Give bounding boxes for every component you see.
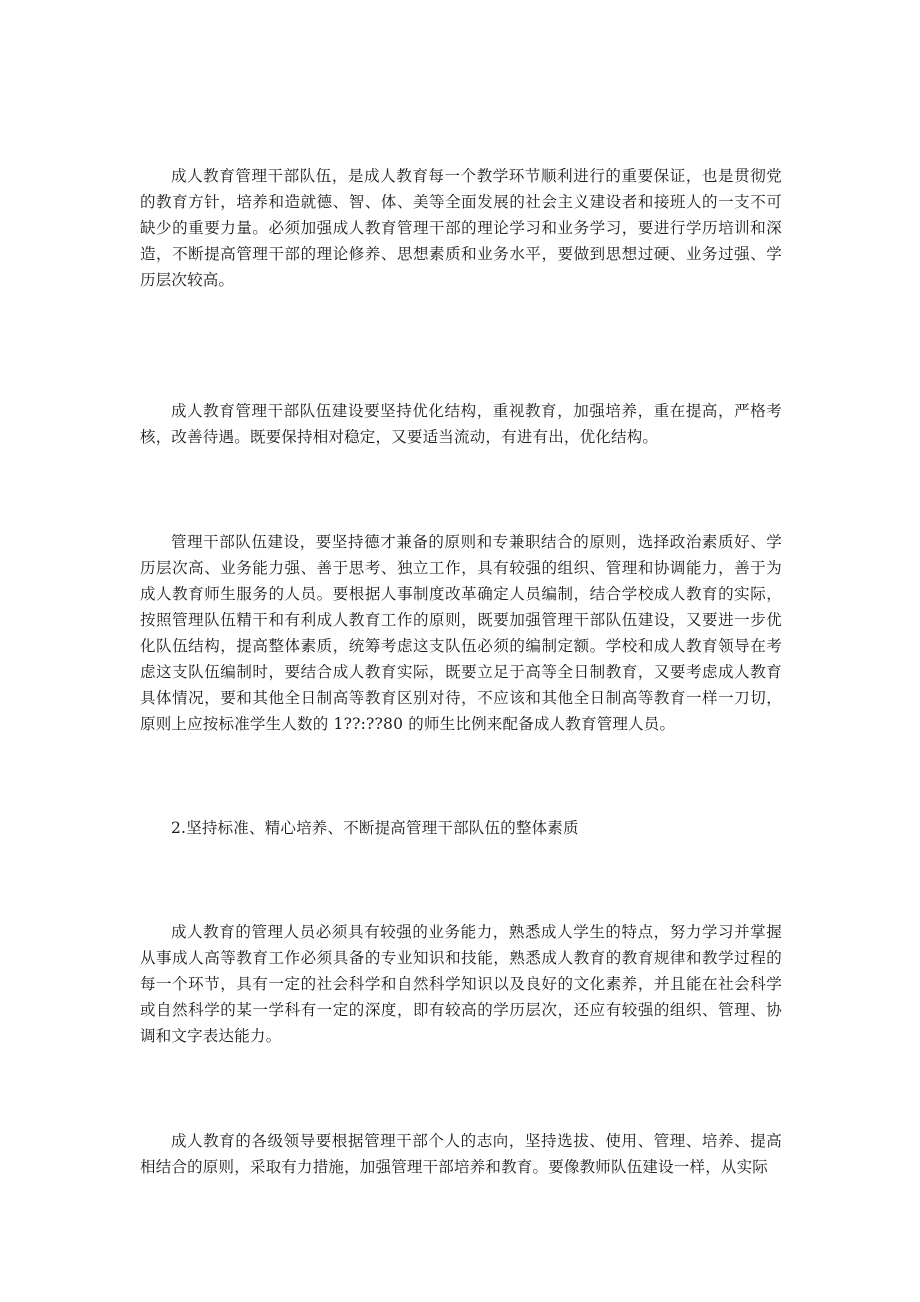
paragraph-leadership-training: 成人教育的各级领导要根据管理干部个人的志向，坚持选拔、使用、管理、培养、提高相结合的原则，采取有力措施，加强管理干部培养和教育。要像教师队伍建设一样，从实际 (140, 1132, 782, 1176)
section-heading: 2.坚持标准、精心培养、不断提高管理干部队伍的整体素质 (171, 819, 579, 837)
paragraph-structure-optimization: 成人教育管理干部队伍建设要坚持优化结构，重视教育，加强培养，重在提高，严格考核，改善待遇。既要保持相对稳定，又要适当流动，有进有出，优化结构。 (140, 402, 782, 446)
paragraph-team-building-principles: 管理干部队伍建设，要坚持德才兼备的原则和专兼职结合的原则，选择政治素质好、学历层次高、业务能力强、善于思考、独立工作，具有较强的组织、管理和协调能力，善于为成人教育师生服务的人员。要根据人事制度改革确定人员编制，结合学校成人教育的实际，按照管理队伍精干和有利成人教育工作的原则，既要加强管理干部队伍建设，又要进一步优化队伍结构，提高整体素质，统筹考虑这支队伍必须的编制定额。学校和成人教育领导在考虑这支队伍编制时，要结合成人教育实际，既要立足于高等全日制教育，又要考虑成人教育具体情况，要和其他全日制高等教育区别对待，不应该和其他全日制高等教育一样一刀切，原则上应按标准学生人数的 1??:??80 的师生比例来配备成人教育管理人员。 (140, 533, 782, 733)
paragraph-business-ability: 成人教育的管理人员必须具有较强的业务能力，熟悉成人学生的特点，努力学习并掌握从事成人高等教育工作必须具备的专业知识和技能，熟悉成人教育的教育规律和教学过程的每一个环节，具有一定的社会科学和自然科学知识以及良好的文化素养，并且能在社会科学或自然科学的某一学科有一定的深度，即有较高的学历层次，还应有较强的组织、管理、协调和文字表达能力。 (140, 923, 782, 1045)
paragraph-management-cadre-importance: 成人教育管理干部队伍，是成人教育每一个教学环节顺利进行的重要保证，也是贯彻党的教育方针，培养和造就德、智、体、美等全面发展的社会主义建设者和接班人的一支不可缺少的重要力量。必须加强成人教育管理干部的理论学习和业务学习，要进行学历培训和深造，不断提高管理干部的理论修养、思想素质和业务水平，要做到思想过硬、业务过强、学历层次较高。 (140, 167, 782, 289)
